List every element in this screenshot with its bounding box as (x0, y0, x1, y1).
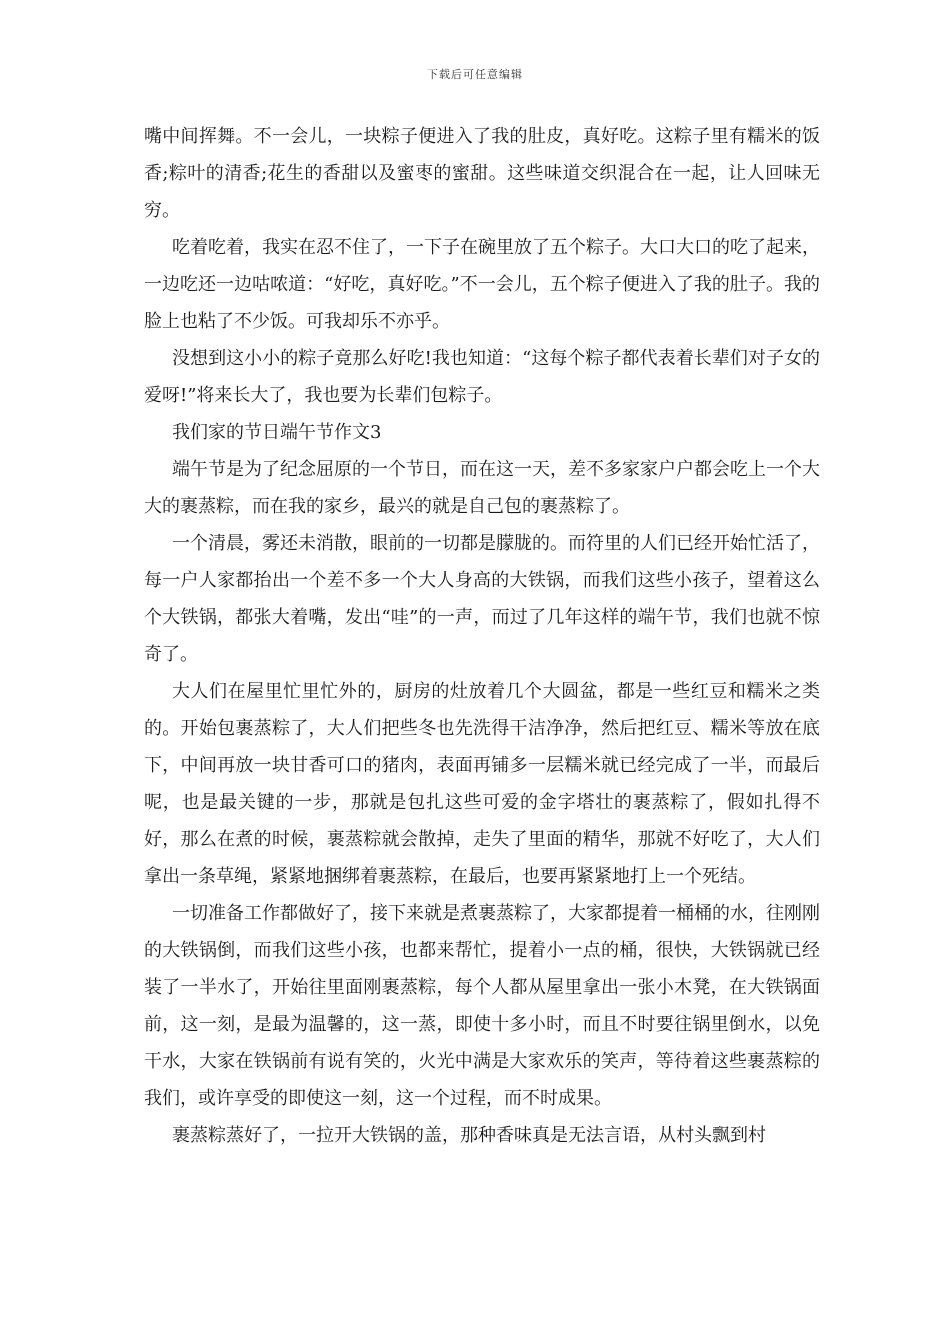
header-note: 下载后可任意编辑 (427, 68, 523, 81)
paragraph: 裹蒸粽蒸好了，一拉开大铁锅的盖，那种香味真是无法言语，从村头飘到村 (172, 1125, 766, 1146)
paragraph: 吃着吃着，我实在忍不住了，一下子在碗里放了五个粽子。大口大口的吃了起来，一边吃还一边咕哝道：“好吃，真好吃。”不一会儿，五个粽子便进入了我的肚子。我的脸上也粘了不少饭。可我却乐不亦乎。 (144, 237, 820, 332)
section-title: 我们家的节日端午节作文3 (172, 422, 382, 443)
paragraph: 一切准备工作都做好了，接下来就是煮裹蒸粽了，大家都提着一桶桶的水，往刚刚的大铁锅倒，而我们这些小孩，也都来帮忙，提着小一点的桶，很快，大铁锅就已经装了一半水了，开始往里面刚裹蒸粽，每个人都从屋里拿出一张小木凳，在大铁锅面前，这一刻，是最为温馨的，这一蒸，即使十多小时，而且不时要往锅里倒水，以免干水，大家在铁锅前有说有笑的，火光中满是大家欢乐的笑声，等待着这些裹蒸粽的我们，或许享受的即使这一刻，这一个过程，而不时成果。 (144, 903, 820, 1109)
paragraph: 大人们在屋里忙里忙外的，厨房的灶放着几个大圆盆，都是一些红豆和糯米之类的。开始包裹蒸粽了，大人们把些冬也先洗得干洁净净，然后把红豆、糯米等放在底下，中间再放一块甘香可口的猪肉，表面再铺多一层糯米就已经完成了一半，而最后呢，也是最关键的一步，那就是包扎这些可爱的金字塔壮的裹蒸粽了，假如扎得不好，那么在煮的时候，裹蒸粽就会散掉，走失了里面的精华，那就不好吃了，大人们拿出一条草绳，紧紧地捆绑着裹蒸粽，在最后，也要再紧紧地打上一个死结。 (144, 681, 820, 887)
paragraph: 没想到这小小的粽子竟那么好吃!我也知道：“这每个粽子都代表着长辈们对子女的爱呀!”将来长大了，我也要为长辈们包粽子。 (144, 348, 820, 406)
document-body (144, 118, 820, 1154)
paragraph: 端午节是为了纪念屈原的一个节日，而在这一天，差不多家家户户都会吃上一个大大的裹蒸粽，而在我的家乡，最兴的就是自己包的裹蒸粽了。 (144, 459, 820, 517)
paragraph: 嘴中间挥舞。不一会儿，一块粽子便进入了我的肚皮，真好吃。这粽子里有糯米的饭香;粽叶的清香;花生的香甜以及蜜枣的蜜甜。这些味道交织混合在一起，让人回味无穷。 (144, 126, 820, 221)
paragraph: 一个清晨，雾还未消散，眼前的一切都是朦胧的。而符里的人们已经开始忙活了，每一户人家都抬出一个差不多一个大人身高的大铁锅，而我们这些小孩子，望着这么个大铁锅，都张大着嘴，发出“哇”的一声，而过了几年这样的端午节，我们也就不惊奇了。 (144, 533, 820, 665)
